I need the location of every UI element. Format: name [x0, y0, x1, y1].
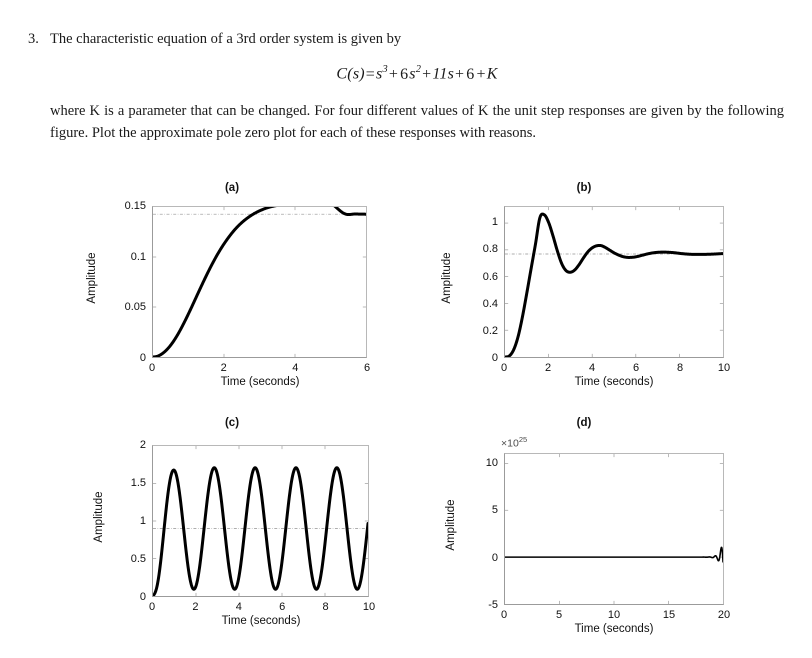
- subplot-d-xtick-3: 15: [662, 609, 676, 621]
- equation-term-2-exponent: 2: [415, 64, 422, 76]
- subplot-c-xlabel: Time (seconds): [221, 615, 301, 627]
- equation-term-1: s: [376, 65, 383, 83]
- equation-plus-1: +: [388, 65, 399, 83]
- subplot-d-exponent-label: [501, 435, 527, 450]
- subplot-c-ytick-4: 2: [139, 439, 146, 451]
- subplot-a-ytick-1: 0.05: [124, 301, 146, 314]
- subplot-a-plot-area: [152, 206, 367, 358]
- equation-term-1-exponent: 3: [382, 64, 388, 76]
- subplot-b-xtick-3: 6: [632, 362, 640, 374]
- subplot-b: [404, 180, 764, 410]
- subplot-d-curve: [505, 454, 723, 604]
- subplot-a-ytick-3: 0.15: [124, 200, 146, 212]
- subplot-d-xlabel: Time (seconds): [574, 623, 654, 635]
- question-number: 3.: [28, 31, 39, 47]
- subplot-c-xtick-5: 10: [362, 601, 376, 613]
- subplot-a-xlabel: Time (seconds): [220, 376, 300, 388]
- subplot-b-xlabel: Time (seconds): [574, 376, 654, 388]
- subplot-b-ytick-3: 0.6: [482, 270, 498, 283]
- subplot-c-xtick-3: 6: [279, 601, 286, 613]
- equation-lhs: C(s): [336, 65, 365, 83]
- question-block: [28, 28, 784, 145]
- subplot-b-xtick-1: 2: [544, 362, 552, 374]
- subplot-b-xtick-0: 0: [500, 362, 508, 374]
- subplot-d-ytick-1: 0: [491, 551, 498, 564]
- subplot-b-xtick-2: 4: [588, 362, 596, 374]
- question-paragraph: where K is a parameter that can be changed. For four different values of K the unit step responses are given by the following figure. Plot the approximate pole zero plot for each of these responses with reasons.: [50, 102, 784, 142]
- subplot-a-xtick-3: 6: [363, 362, 371, 374]
- subplot-a-ylabel: Amplitude: [86, 252, 98, 304]
- subplot-d-ytick-2: 5: [491, 504, 498, 516]
- subplot-d-title: (d): [576, 417, 592, 429]
- subplot-b-ytick-2: 0.4: [482, 297, 498, 310]
- subplot-b-ytick-0: 0: [491, 352, 498, 364]
- equation-term-2-coefficient: 6: [400, 65, 409, 83]
- subplot-d-xtick-4: 20: [717, 609, 731, 621]
- subplot-b-xtick-4: 8: [676, 362, 684, 374]
- subplot-b-xtick-5: 10: [717, 362, 731, 374]
- subplot-c-ylabel: Amplitude: [93, 491, 105, 543]
- subplot-a-ytick-0: 0: [139, 352, 146, 364]
- subplot-c-ytick-0: 0: [139, 591, 146, 603]
- subplot-c-title: (c): [224, 417, 240, 429]
- subplot-c-xtick-1: 2: [192, 601, 199, 613]
- subplot-d-ytick-0: -5: [488, 599, 498, 611]
- subplot-c-xtick-2: 4: [235, 601, 242, 613]
- equation-term-4: 6: [466, 65, 475, 83]
- subplot-c-curve: [153, 446, 368, 596]
- subplot-a-title: (a): [224, 182, 240, 194]
- equation-plus-2: +: [422, 65, 432, 83]
- subplot-c-plot-area: [152, 445, 369, 597]
- subplot-b-curve: [505, 207, 723, 357]
- subplot-d-ytick-3: 10: [485, 456, 498, 469]
- subplot-c: [52, 415, 412, 645]
- subplot-b-plot-area: [504, 206, 724, 358]
- equation-plus-3: +: [455, 65, 465, 83]
- subplot-a-ytick-2: 0.1: [130, 250, 146, 263]
- subplot-c-xtick-4: 8: [322, 601, 329, 613]
- subplot-b-ytick-5: 1: [491, 216, 498, 229]
- subplot-a-xtick-0: 0: [148, 362, 156, 374]
- subplot-b-ytick-4: 0.8: [482, 243, 498, 256]
- subplot-d-xtick-1: 5: [555, 609, 563, 621]
- figure-area: [0, 180, 812, 658]
- subplot-a-xtick-2: 4: [292, 362, 299, 374]
- equation-plus-4: +: [476, 65, 486, 83]
- subplot-d-exponent-base: ×10: [501, 437, 519, 450]
- subplot-d-plot-area: [504, 453, 724, 605]
- equation-term-5: K: [486, 65, 498, 83]
- subplot-a: [52, 180, 412, 410]
- question-line-1: The characteristic equation of a 3rd order system is given by: [50, 31, 402, 47]
- subplot-c-xtick-0: 0: [148, 601, 156, 613]
- subplot-a-curve: [153, 207, 366, 357]
- equation-term-2: s: [409, 65, 416, 83]
- equation-term-3: 11s: [432, 65, 455, 83]
- subplot-d-ylabel: Amplitude: [445, 499, 457, 551]
- subplot-d: [404, 415, 764, 645]
- equation-equals: =: [365, 65, 376, 83]
- subplot-b-ylabel: Amplitude: [441, 252, 453, 304]
- subplot-b-ytick-1: 0.2: [482, 324, 498, 337]
- subplot-c-ytick-3: 1.5: [130, 477, 146, 489]
- subplot-b-title: (b): [576, 182, 592, 194]
- subplot-c-ytick-1: 0.5: [130, 553, 146, 565]
- subplot-c-ytick-2: 1: [139, 515, 146, 527]
- subplot-d-xtick-0: 0: [500, 609, 508, 621]
- subplot-d-xtick-2: 10: [607, 609, 621, 621]
- subplot-a-xtick-1: 2: [220, 362, 227, 374]
- characteristic-equation: [50, 64, 784, 83]
- subplot-d-exponent-power: 25: [518, 435, 528, 444]
